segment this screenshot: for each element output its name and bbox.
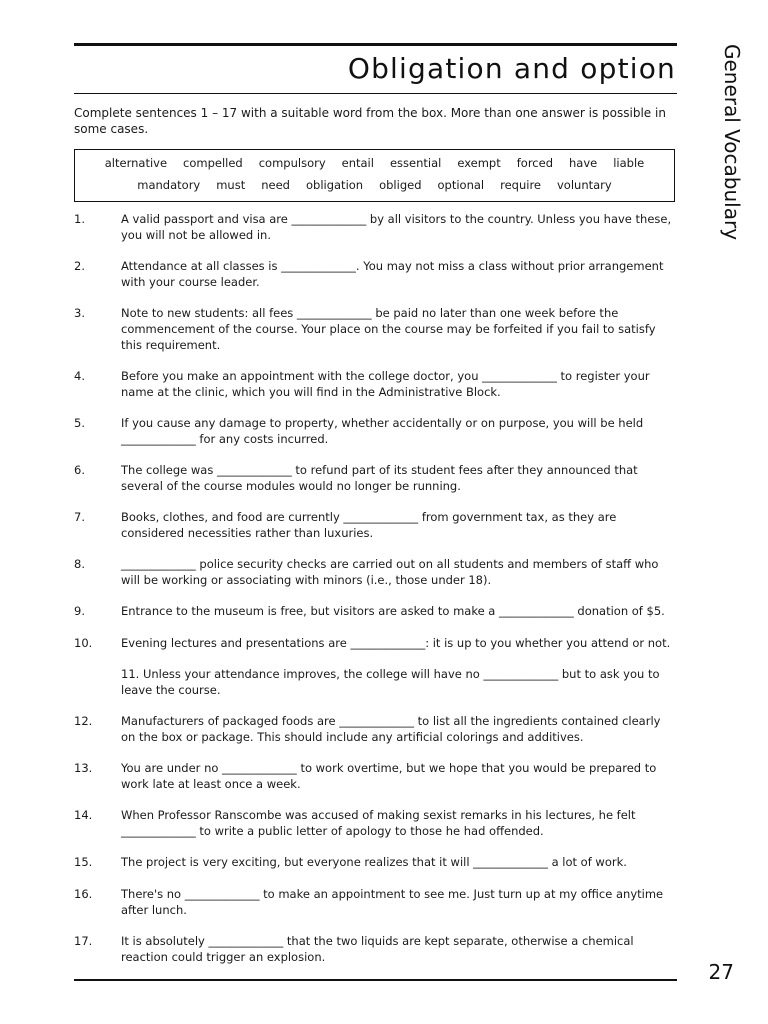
question-number: 4. (74, 369, 85, 383)
word-item: obliged (379, 178, 422, 192)
question-text: 11. Unless your attendance improves, the college will have no _____________ but to ask you to leave the course. (121, 667, 660, 697)
word-item: optional (437, 178, 485, 192)
question-text: A valid passport and visa are _____________ by all visitors to the country. Unless you have these, you will not be allowed in. (121, 212, 672, 242)
word-item: need (261, 178, 290, 192)
word-row-1 (75, 156, 674, 170)
question-text: Entrance to the museum is free, but visitors are asked to make a _____________ donation of $5. (121, 604, 665, 618)
question-number: 9. (74, 604, 85, 618)
question-text: The college was _____________ to refund part of its student fees after they announced that several of the course modules would no longer be running. (121, 463, 638, 493)
instructions: Complete sentences 1 – 17 with a suitable word from the box. More than one answer is possible in some cases. (74, 106, 666, 136)
word-item: compulsory (258, 156, 326, 170)
word-item: exempt (457, 156, 501, 170)
question-number: 17. (74, 934, 93, 948)
question-number: 16. (74, 887, 93, 901)
question-text: _____________ police security checks are carried out on all students and members of staff who will be working or associating with minors (i.e., those under 18). (121, 557, 659, 587)
question-text: Attendance at all classes is _____________. You may not miss a class without prior arrangement with your course leader. (121, 259, 664, 289)
question-text: Before you make an appointment with the college doctor, you _____________ to register your name at the clinic, which you will find in the Administrative Block. (121, 369, 650, 399)
word-item: require (500, 178, 541, 192)
word-item: liable (613, 156, 645, 170)
question-number: 12. (74, 714, 93, 728)
title-underline (74, 93, 677, 94)
question-text: Note to new students: all fees _____________ be paid no later than one week before the commencement of the course. Your place on the course may be forfeited if you fail to satisfy this requirement. (121, 306, 656, 352)
section-side-label: General Vocabulary (720, 44, 744, 241)
bottom-rule (74, 979, 677, 981)
question-text: Manufacturers of packaged foods are _____________ to list all the ingredients contained clearly on the box or package. This should include any artificial colorings and additives. (121, 714, 661, 744)
word-item: forced (516, 156, 554, 170)
question-number: 6. (74, 463, 85, 477)
question-number: 8. (74, 557, 85, 571)
question-text: You are under no _____________ to work overtime, but we hope that you would be prepared to work late at least once a week. (121, 761, 657, 791)
word-item: essential (389, 156, 442, 170)
question-text: The project is very exciting, but everyone realizes that it will _____________ a lot of work. (121, 855, 627, 869)
page-title: Obligation and option (347, 52, 676, 85)
question-number: 13. (74, 761, 93, 775)
word-item: mandatory (137, 178, 201, 192)
word-item: must (216, 178, 246, 192)
question-text: When Professor Ranscombe was accused of making sexist remarks in his lectures, he felt _____________ to write a public letter of apology to those he had offended. (121, 808, 636, 838)
question-text: If you cause any damage to property, whether accidentally or on purpose, you will be held _____________ for any costs incurred. (121, 416, 644, 446)
question-text: There's no _____________ to make an appointment to see me. Just turn up at my office anytime after lunch. (121, 887, 664, 917)
word-item: obligation (305, 178, 364, 192)
question-number: 15. (74, 855, 93, 869)
top-rule (74, 43, 677, 46)
word-item: voluntary (557, 178, 612, 192)
word-row-2 (75, 178, 674, 192)
question-number: 10. (74, 636, 93, 650)
page-number: 27 (708, 960, 734, 984)
question-number: 7. (74, 510, 85, 524)
question-number: 14. (74, 808, 93, 822)
word-box (74, 149, 675, 202)
question-text: Books, clothes, and food are currently _____________ from government tax, as they are considered necessities rather than luxuries. (121, 510, 617, 540)
question-number: 1. (74, 212, 85, 226)
question-number: 3. (74, 306, 85, 320)
question-text: Evening lectures and presentations are _____________: it is up to you whether you attend or not. (121, 636, 671, 650)
word-item: alternative (104, 156, 168, 170)
question-text: It is absolutely _____________ that the two liquids are kept separate, otherwise a chemical reaction could trigger an explosion. (121, 934, 634, 964)
question-number: 5. (74, 416, 85, 430)
question-number: 2. (74, 259, 85, 273)
word-item: entail (341, 156, 374, 170)
word-item: have (569, 156, 598, 170)
word-item: compelled (183, 156, 243, 170)
